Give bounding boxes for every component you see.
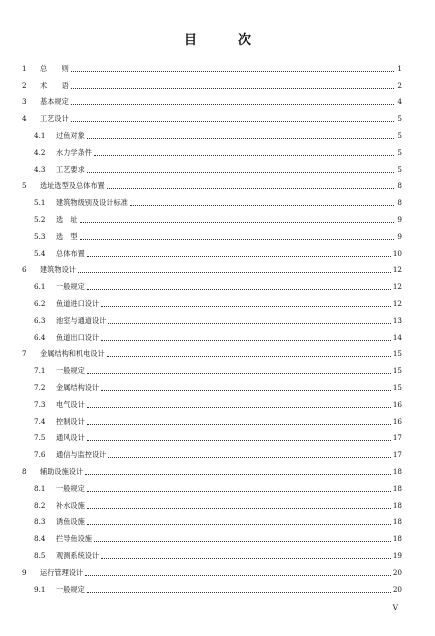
toc-entry-label: 工艺要求 xyxy=(56,164,85,174)
toc-entry-number: 4.2 xyxy=(34,147,46,157)
dot-leader xyxy=(87,289,391,290)
toc-entry-label: 池室与通道设计 xyxy=(56,315,107,325)
toc-entry-label: 运行管理设计 xyxy=(40,567,84,577)
dot-leader xyxy=(101,390,391,391)
toc-entry-label: 总体布置 xyxy=(56,248,85,258)
toc-entry-label: 通风设计 xyxy=(56,433,85,443)
toc-entry-page: 5 xyxy=(397,114,402,124)
toc-subentry[interactable] xyxy=(22,543,402,560)
toc-entry-number: 4.1 xyxy=(34,130,46,140)
dot-leader xyxy=(130,205,394,206)
toc-entry-number: 5.3 xyxy=(34,231,46,241)
toc-entry-label: 诱鱼设施 xyxy=(56,517,85,527)
dot-leader xyxy=(87,508,391,509)
dot-leader xyxy=(71,104,394,105)
dot-leader xyxy=(87,407,391,408)
toc-entry-number: 6.3 xyxy=(34,315,46,325)
toc-entry-page: 18 xyxy=(392,517,402,527)
toc-entry-page: 18 xyxy=(392,500,402,510)
toc-entry-page: 9 xyxy=(397,214,402,224)
toc-subentry[interactable] xyxy=(22,123,402,140)
toc-subentry[interactable] xyxy=(22,375,402,392)
toc-entry[interactable] xyxy=(22,342,402,359)
toc-entry-page: 5 xyxy=(397,130,402,140)
dot-leader xyxy=(107,188,394,189)
toc-entry-number: 7.6 xyxy=(34,450,46,460)
toc-subentry[interactable] xyxy=(22,241,402,258)
table-of-contents xyxy=(22,56,402,594)
toc-entry-label: 建筑物级别及设计标准 xyxy=(56,198,128,208)
dot-leader xyxy=(87,373,391,374)
toc-entry-page: 16 xyxy=(392,399,402,409)
dot-leader xyxy=(80,222,394,223)
toc-subentry[interactable] xyxy=(22,426,402,443)
toc-subentry[interactable] xyxy=(22,308,402,325)
toc-subentry[interactable] xyxy=(22,207,402,224)
dot-leader xyxy=(85,474,391,475)
toc-subentry[interactable] xyxy=(22,409,402,426)
toc-entry-number: 7.3 xyxy=(34,399,46,409)
toc-entry-page: 9 xyxy=(397,231,402,241)
toc-entry-label: 一般规定 xyxy=(56,483,85,493)
toc-entry-label: 选 型 xyxy=(56,231,78,241)
toc-entry[interactable] xyxy=(22,174,402,191)
toc-entry-number: 6 xyxy=(22,265,27,275)
toc-entry-label: 一般规定 xyxy=(56,366,85,376)
toc-entry-page: 17 xyxy=(392,433,402,443)
dot-leader xyxy=(87,524,391,525)
toc-entry-page: 20 xyxy=(392,567,402,577)
toc-entry-label: 观测系统设计 xyxy=(56,550,100,560)
toc-entry-page: 8 xyxy=(397,181,402,191)
toc-entry-number: 7.4 xyxy=(34,416,46,426)
toc-entry-label: 一般规定 xyxy=(56,584,85,594)
toc-entry-page: 18 xyxy=(392,483,402,493)
toc-subentry[interactable] xyxy=(22,358,402,375)
toc-entry[interactable] xyxy=(22,73,402,90)
dot-leader xyxy=(78,272,391,273)
toc-subentry[interactable] xyxy=(22,291,402,308)
toc-subentry[interactable] xyxy=(22,510,402,527)
toc-entry-page: 16 xyxy=(392,416,402,426)
toc-entry-page: 15 xyxy=(392,366,402,376)
toc-subentry[interactable] xyxy=(22,577,402,594)
toc-entry-label: 水力学条件 xyxy=(56,147,92,157)
toc-entry-number: 6.2 xyxy=(34,298,46,308)
toc-entry-label: 电气设计 xyxy=(56,399,85,409)
toc-entry-number: 7.2 xyxy=(34,382,46,392)
toc-entry-page: 15 xyxy=(392,349,402,359)
dot-leader xyxy=(71,121,394,122)
toc-entry-label: 建筑物设计 xyxy=(40,265,76,275)
toc-entry-page: 1 xyxy=(397,63,402,73)
toc-entry-number: 8.5 xyxy=(34,550,46,560)
dot-leader xyxy=(107,356,391,357)
toc-subentry[interactable] xyxy=(22,140,402,157)
toc-entry-number: 4 xyxy=(22,114,27,124)
dot-leader xyxy=(71,71,394,72)
toc-entry-page: 17 xyxy=(392,450,402,460)
dot-leader xyxy=(87,491,391,492)
dot-leader xyxy=(108,323,391,324)
toc-entry-label: 补水设施 xyxy=(56,500,85,510)
toc-entry-number: 5.2 xyxy=(34,214,46,224)
toc-entry-label: 工艺设计 xyxy=(40,114,69,124)
toc-entry-label: 辅助设施设计 xyxy=(40,466,84,476)
dot-leader xyxy=(87,592,391,593)
toc-entry-number: 6.4 xyxy=(34,332,46,342)
dot-leader xyxy=(101,558,391,559)
toc-entry-page: 4 xyxy=(397,97,402,107)
toc-entry-label: 过鱼对象 xyxy=(56,130,85,140)
dot-leader xyxy=(94,541,391,542)
toc-entry-number: 6.1 xyxy=(34,282,46,292)
toc-entry-number: 8.2 xyxy=(34,500,46,510)
toc-entry-page: 18 xyxy=(392,534,402,544)
dot-leader xyxy=(71,88,394,89)
dot-leader xyxy=(87,424,391,425)
dot-leader xyxy=(80,239,394,240)
toc-entry[interactable] xyxy=(22,90,402,107)
toc-subentry[interactable] xyxy=(22,493,402,510)
toc-entry-label: 鱼道出口设计 xyxy=(56,332,100,342)
toc-subentry[interactable] xyxy=(22,476,402,493)
dot-leader xyxy=(87,256,391,257)
toc-entry-number: 5 xyxy=(22,181,27,191)
toc-entry-label: 选 址 xyxy=(56,214,78,224)
dot-leader xyxy=(87,172,394,173)
toc-entry[interactable] xyxy=(22,459,402,476)
toc-entry-page: 12 xyxy=(392,298,402,308)
toc-title: 目 次 xyxy=(183,33,265,48)
page-number: V xyxy=(392,603,398,612)
toc-entry-number: 2 xyxy=(22,80,27,90)
toc-entry-page: 13 xyxy=(392,315,402,325)
toc-entry-page: 12 xyxy=(392,282,402,292)
toc-entry-number: 7 xyxy=(22,349,27,359)
dot-leader xyxy=(101,340,391,341)
toc-entry-number: 9.1 xyxy=(34,584,46,594)
toc-entry[interactable] xyxy=(22,560,402,577)
toc-entry-page: 5 xyxy=(397,164,402,174)
toc-entry-number: 8 xyxy=(22,466,27,476)
toc-subentry[interactable] xyxy=(22,442,402,459)
toc-entry-number: 3 xyxy=(22,97,27,107)
toc-entry-number: 5.4 xyxy=(34,248,46,258)
toc-subentry[interactable] xyxy=(22,224,402,241)
toc-entry-label: 术 语 xyxy=(40,80,69,90)
dot-leader xyxy=(94,155,394,156)
toc-entry-label: 控制设计 xyxy=(56,416,85,426)
toc-entry-label: 通信与监控设计 xyxy=(56,450,107,460)
toc-entry-page: 10 xyxy=(392,248,402,258)
toc-entry-page: 14 xyxy=(392,332,402,342)
toc-subentry[interactable] xyxy=(22,190,402,207)
toc-entry-page: 18 xyxy=(392,466,402,476)
toc-entry-label: 鱼道进口设计 xyxy=(56,298,100,308)
toc-subentry[interactable] xyxy=(22,274,402,291)
toc-entry-number: 4.3 xyxy=(34,164,46,174)
dot-leader xyxy=(87,138,394,139)
toc-entry-label: 拦导鱼设施 xyxy=(56,534,92,544)
toc-entry-label: 基本规定 xyxy=(40,97,69,107)
toc-subentry[interactable] xyxy=(22,157,402,174)
dot-leader xyxy=(85,575,391,576)
toc-entry-page: 2 xyxy=(397,80,402,90)
dot-leader xyxy=(87,440,391,441)
toc-entry-number: 8.4 xyxy=(34,534,46,544)
toc-entry-page: 5 xyxy=(397,147,402,157)
toc-entry-label: 选址选型及总体布置 xyxy=(40,181,105,191)
toc-subentry[interactable] xyxy=(22,325,402,342)
toc-entry-page: 12 xyxy=(392,265,402,275)
toc-entry-number: 7.5 xyxy=(34,433,46,443)
toc-subentry[interactable] xyxy=(22,392,402,409)
toc-entry-number: 1 xyxy=(22,63,27,73)
toc-entry-label: 金属结构和机电设计 xyxy=(40,349,105,359)
toc-subentry[interactable] xyxy=(22,526,402,543)
toc-entry-label: 总 则 xyxy=(40,63,69,73)
toc-entry-page: 19 xyxy=(392,550,402,560)
dot-leader xyxy=(101,306,391,307)
toc-entry-number: 8.1 xyxy=(34,483,46,493)
toc-entry[interactable] xyxy=(22,56,402,73)
toc-entry-number: 7.1 xyxy=(34,366,46,376)
dot-leader xyxy=(108,457,391,458)
toc-entry[interactable] xyxy=(22,106,402,123)
toc-entry-page: 8 xyxy=(397,198,402,208)
toc-entry-page: 20 xyxy=(392,584,402,594)
toc-entry-number: 9 xyxy=(22,567,27,577)
toc-entry[interactable] xyxy=(22,258,402,275)
toc-entry-page: 15 xyxy=(392,382,402,392)
toc-entry-number: 8.3 xyxy=(34,517,46,527)
toc-entry-label: 金属结构设计 xyxy=(56,382,100,392)
toc-entry-label: 一般规定 xyxy=(56,282,85,292)
toc-entry-number: 5.1 xyxy=(34,198,46,208)
